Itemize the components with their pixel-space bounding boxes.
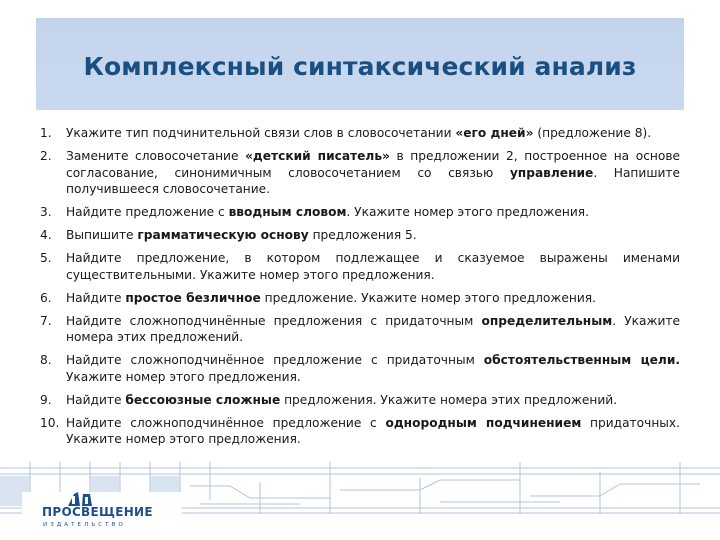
- task-text: . Напишите получившееся словосочетание.: [66, 165, 680, 197]
- task-item: [40, 204, 680, 221]
- publisher-subtitle: ИЗДАТЕЛЬСТВО: [43, 522, 126, 528]
- task-text: . Укажите номера этих предложений.: [66, 313, 680, 345]
- task-text: предложения. Укажите номера этих предложений.: [280, 392, 618, 407]
- task-number: 3.: [40, 205, 52, 220]
- task-text: . Укажите номер этого предложения.: [346, 205, 589, 220]
- task-item: [40, 313, 680, 346]
- task-keyword: простое безличное: [125, 290, 261, 305]
- publisher-name: ПРОСВЕЩЕНИЕ: [42, 505, 153, 519]
- task-keyword: «детский писатель»: [245, 148, 390, 163]
- task-number: 4.: [40, 228, 52, 243]
- task-item: [40, 148, 680, 198]
- task-item: [40, 250, 680, 283]
- task-keyword: бессоюзные сложные: [125, 392, 281, 407]
- task-keyword: управление: [509, 165, 594, 180]
- task-number: 7.: [40, 313, 52, 328]
- task-text: придаточных. Укажите номер этого предложения.: [66, 415, 680, 447]
- task-list: [40, 125, 680, 454]
- task-text: Найдите сложноподчинённое предложение с: [66, 415, 386, 430]
- task-text: Найдите предложение с: [66, 205, 229, 220]
- task-text: Найдите: [66, 392, 126, 407]
- title-band: [36, 18, 684, 110]
- task-text: Найдите: [66, 290, 126, 305]
- task-item: [40, 290, 680, 307]
- task-item: [40, 352, 680, 385]
- task-keyword: вводным словом: [228, 205, 347, 220]
- task-text: предложения 5.: [308, 228, 417, 243]
- task-number: 5.: [40, 251, 52, 266]
- task-item: [40, 227, 680, 244]
- task-text: предложение. Укажите номер этого предложения.: [260, 290, 596, 305]
- task-text: в предложении 2, построенное на основе согласование, синонимичным словосочетанием со связью: [66, 148, 680, 180]
- task-keyword: определительным: [481, 313, 613, 328]
- task-text: Найдите сложноподчинённое предложение с придаточным: [66, 353, 484, 368]
- task-text: Выпишите: [66, 228, 138, 243]
- task-text: Найдите предложение, в котором подлежащее и сказуемое выражены именами существительными. Укажите номер этого предложения.: [66, 251, 680, 282]
- task-number: 8.: [40, 353, 52, 368]
- task-text: (предложение 8).: [533, 126, 652, 140]
- task-text: Укажите номер этого предложения.: [66, 369, 301, 384]
- slide-title: Комплексный синтаксический анализ: [83, 52, 637, 81]
- task-keyword: обстоятельственным цели.: [483, 353, 681, 368]
- task-text: Замените словосочетание: [66, 148, 246, 163]
- task-number: 1.: [40, 126, 52, 140]
- task-keyword: грамматическую основу: [137, 228, 309, 243]
- task-item: [40, 125, 680, 142]
- task-text: Найдите сложноподчинённые предложения с придаточным: [66, 313, 482, 328]
- task-keyword: «его дней»: [455, 126, 534, 140]
- task-item: [40, 415, 680, 448]
- task-number: 10.: [40, 415, 60, 430]
- task-keyword: однородным подчинением: [385, 415, 582, 430]
- task-number: 6.: [40, 290, 52, 305]
- task-number: 9.: [40, 392, 52, 407]
- task-text: Укажите тип подчинительной связи слов в словосочетании: [66, 126, 456, 140]
- task-number: 2.: [40, 148, 52, 163]
- task-item: [40, 392, 680, 409]
